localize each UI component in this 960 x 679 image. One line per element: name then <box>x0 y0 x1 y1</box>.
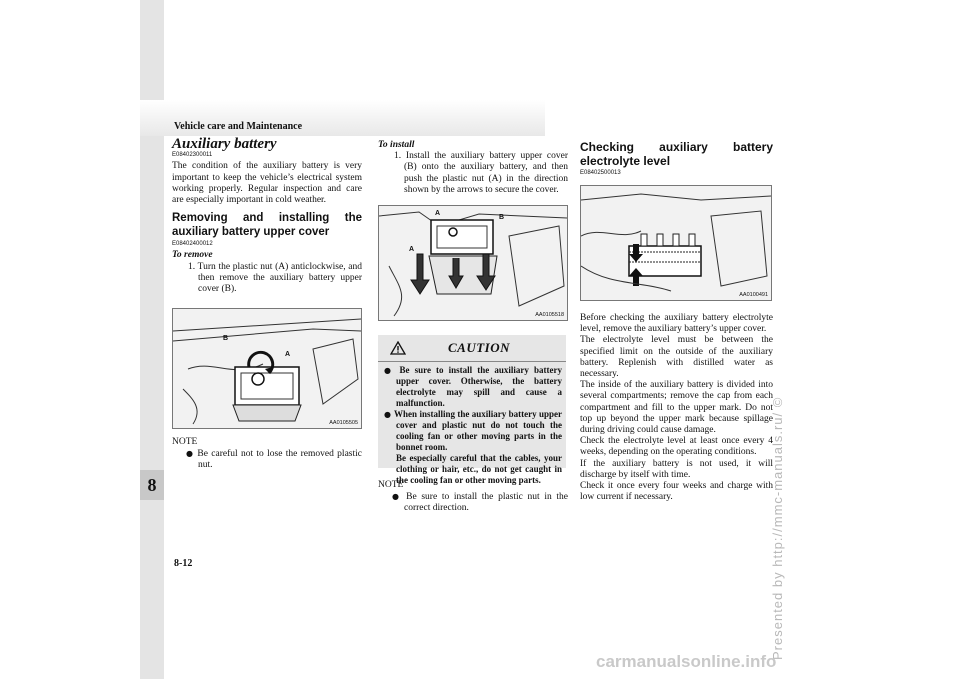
figure-label-a-top: A <box>435 210 441 217</box>
remove-illustration <box>173 309 361 428</box>
figure-label-a-left: A <box>409 246 415 253</box>
caution-text-3: Be especially careful that the cables, your clothing or hair, etc., do not get caught in the cooling fan or other moving parts. <box>396 453 562 485</box>
to-install-label: To install <box>378 140 415 150</box>
middle-column <box>378 140 568 196</box>
paragraph-2: The electrolyte level must be between the specified limit on the outside of the auxiliary battery. Replenish with distilled water as necessary. <box>580 335 773 380</box>
install-illustration <box>379 206 567 320</box>
figure-code: AA0100491 <box>739 292 768 298</box>
remove-step-1: 1. Turn the plastic nut (A) anticlockwise, and then remove the auxiliary battery upper cover (B). <box>188 261 362 295</box>
side-watermark: Presented by http://mmc-manuals.ru/ © <box>770 396 785 660</box>
paragraph-1: Before checking the auxiliary battery electrolyte level, remove the auxiliary battery’s upper cover. <box>580 313 773 335</box>
remove-code: E08402400012 <box>172 241 213 248</box>
middle-note <box>378 480 568 515</box>
figure-label-b: B <box>223 335 229 342</box>
figure-label-a: A <box>285 351 291 358</box>
install-figure <box>378 205 568 321</box>
figure-label-b: B <box>499 214 505 221</box>
note-label: NOTE <box>172 437 198 447</box>
bullet-icon: ● <box>392 492 407 502</box>
note-text: Be sure to install the plastic nut in the correct direction. <box>404 492 569 514</box>
remove-heading: Removing and installing the auxiliary battery upper cover <box>172 212 362 239</box>
warning-triangle-icon <box>390 341 406 355</box>
caution-text-1: Be sure to install the auxiliary battery upper cover. Otherwise, the battery electrolyte may spill and cause a malfunction. <box>396 365 563 408</box>
section-title: Vehicle care and Maintenance <box>174 121 303 132</box>
paragraph-3: The inside of the auxiliary battery is divided into several compartments; remove the cap from each compartment and fill to the upper mark. Do not top up beyond the upper mark because spillage during driving could cause damage. <box>580 380 773 436</box>
figure-code: AA0105505 <box>329 420 358 426</box>
chapter-tab: 8 <box>140 470 164 500</box>
bullet-icon: ● <box>384 410 395 419</box>
intro-paragraph: The condition of the auxiliary battery is very important to keep the vehicle’s electrical system working properly. Regular inspection and care are especially important in cold weather. <box>172 161 362 206</box>
electrolyte-figure <box>580 185 772 301</box>
electrolyte-text <box>580 313 773 503</box>
note-text: Be careful not to lose the removed plastic nut. <box>197 449 362 471</box>
caution-text-2: When installing the auxiliary battery upper cover and plastic nut do not touch the cooling fan or other moving parts in the bonnet room. <box>394 409 562 452</box>
page-title: Auxiliary battery <box>172 136 277 152</box>
title-code: E08402300011 <box>172 152 213 159</box>
figure-code: AA0105518 <box>535 312 564 318</box>
bullet-icon: ● <box>186 449 198 459</box>
left-column <box>172 136 362 295</box>
paragraph-4: Check the electrolyte level at least once every 4 weeks, depending on the operating conditions. <box>580 436 773 458</box>
electrolyte-heading: Checking auxiliary battery electrolyte level <box>580 140 773 168</box>
note-bullet <box>172 448 362 471</box>
to-remove-label: To remove <box>172 250 213 261</box>
note-bullet <box>378 491 568 514</box>
remove-figure <box>172 308 362 429</box>
paragraph-6: Check it once every four weeks and charge with low current if necessary. <box>580 481 773 503</box>
electrolyte-illustration <box>581 186 771 300</box>
left-note <box>172 437 362 472</box>
electrolyte-code: E08402500013 <box>580 170 621 176</box>
caution-header <box>378 335 566 362</box>
caution-title: CAUTION <box>448 340 511 355</box>
caution-item-2 <box>382 409 562 453</box>
right-column <box>580 140 773 179</box>
paragraph-5: If the auxiliary battery is not used, it will discharge by itself with time. <box>580 458 773 480</box>
caution-body <box>378 362 566 486</box>
note-label: NOTE <box>378 480 404 490</box>
page-number: 8-12 <box>174 558 193 569</box>
install-step-1: 1. Install the auxiliary battery upper cover (B) onto the auxiliary battery, and then push the plastic nut (A) in the direction shown by the arrows to secure the cover. <box>394 151 568 195</box>
bottom-watermark: carmanualsonline.info <box>596 652 777 671</box>
caution-item-1 <box>382 365 562 409</box>
bullet-icon: ● <box>384 366 400 375</box>
